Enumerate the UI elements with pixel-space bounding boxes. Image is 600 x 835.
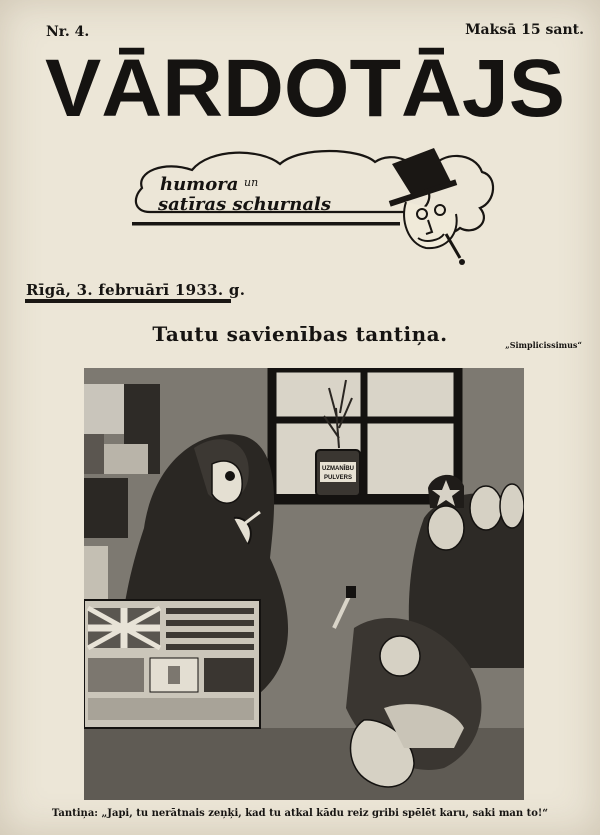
jar-label-line2: PULVERS xyxy=(324,475,352,481)
dateline: Rīgā, 3. februārī 1933. g. xyxy=(26,281,246,299)
cartoon-illustration xyxy=(84,368,524,800)
jar-label-line1: UZMANĪBU xyxy=(322,466,354,472)
cartoon-source: „Simplicissimus“ xyxy=(505,340,582,350)
subtitle-un: un xyxy=(244,176,259,189)
subtitle-line1: humora xyxy=(160,174,239,195)
issue-number: Nr. 4. xyxy=(46,24,90,40)
mascot-face-illustration xyxy=(389,148,465,265)
subtitle-cloud xyxy=(130,140,500,270)
subtitle-line2: satīras schurnals xyxy=(158,194,331,215)
masthead-title-text: VĀRDOTĀJS xyxy=(45,44,565,124)
masthead-title xyxy=(40,44,570,124)
dateline-rule xyxy=(25,299,231,303)
cartoon-title: Tautu savienības tantiņa. xyxy=(152,322,448,346)
price-label: Maksā 15 sant. xyxy=(465,22,584,38)
flag-table xyxy=(84,600,260,728)
cartoon-caption: Tantiņa: „Japi, tu nerātnais zeņķi, kad tu atkal kādu reiz gribi spēlēt karu, saki man to!“ xyxy=(51,808,549,819)
